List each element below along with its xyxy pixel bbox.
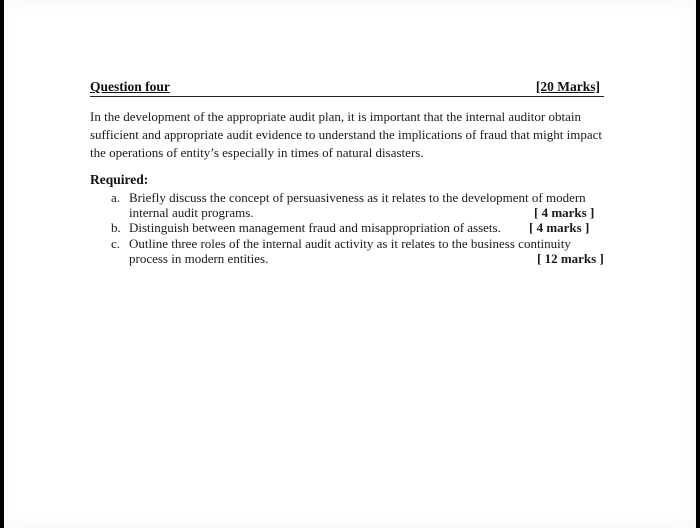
required-label: Required: [90,172,149,187]
item-letter: b. [111,220,121,235]
question-intro: In the development of the appropriate audit plan, it is important that the internal auditor obtain sufficient and appropriate audit evidence to understand the implications of fraud that might impact the operations of entity’s especially in times of natural disasters. [90,109,603,160]
item-marks: [ 12 marks ] [537,251,604,266]
item-text-line1: Outline three roles of the internal audit activity as it relates to the business continuity [129,236,571,251]
required-item-b [111,220,611,236]
required-item-c [111,236,611,266]
item-text-line2: internal audit programs. [129,205,254,220]
question-heading [90,78,604,97]
item-marks: [ 4 marks ] [529,220,590,235]
item-letter: c. [111,236,121,251]
required-item-a [111,190,611,220]
document-page [4,0,696,528]
item-marks: [ 4 marks ] [534,205,595,220]
item-text-line1: Distinguish between management fraud and misappropriation of assets. [129,220,501,235]
question-total-marks: [20 Marks] [535,79,600,94]
item-text-line1: Briefly discuss the concept of persuasiveness as it relates to the development of modern [129,190,586,205]
question-title: Question four [90,79,170,94]
item-letter: a. [111,190,121,205]
item-text-line2: process in modern entities. [129,251,269,266]
